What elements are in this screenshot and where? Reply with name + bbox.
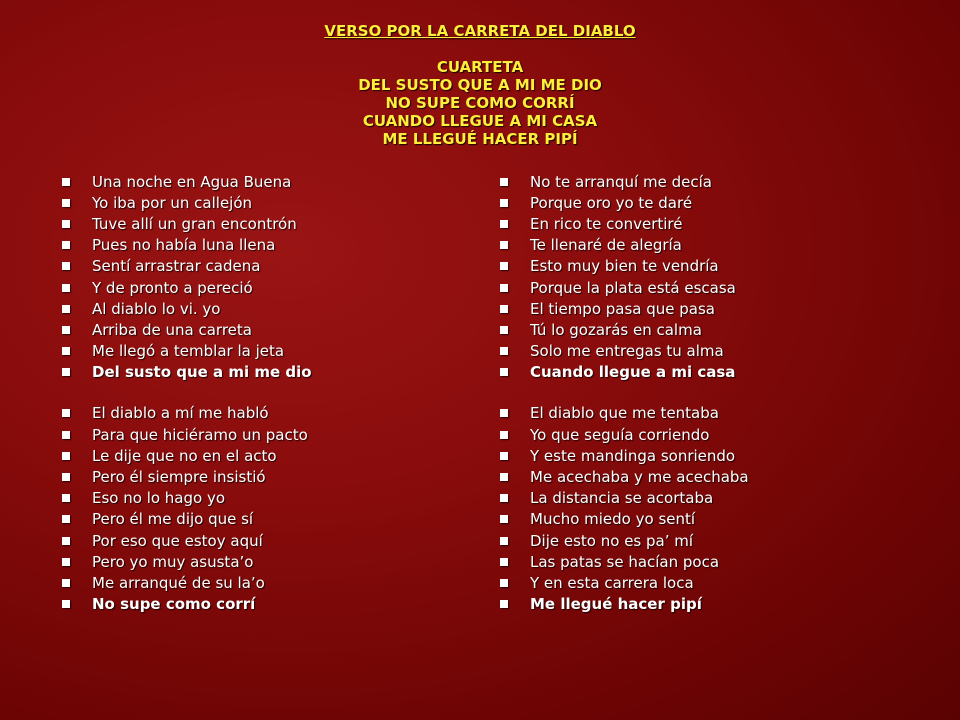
verse-line-text: Para que hiciéramo un pacto: [92, 425, 308, 444]
square-bullet-icon: [62, 178, 70, 186]
verse-line: [62, 341, 482, 362]
verse-line-text: Mucho miedo yo sentí: [530, 510, 696, 529]
verse-line: [500, 488, 920, 509]
verse-line: [62, 403, 482, 424]
verse-line: [62, 594, 482, 615]
verse-line: [62, 466, 482, 487]
verse-line-text: Me llegó a temblar la jeta: [92, 342, 285, 361]
verse-line-text: Eso no lo hago yo: [92, 489, 226, 508]
verse-line: [500, 256, 920, 277]
square-bullet-icon: [62, 199, 70, 207]
verse-line: [500, 213, 920, 234]
verse-line-text: Solo me entregas tu alma: [530, 342, 724, 361]
verse-line-text: El tiempo pasa que pasa: [530, 299, 716, 318]
verse-line: [62, 256, 482, 277]
heading-line: NO SUPE COMO CORRÍ: [385, 94, 575, 112]
verse-line-text: Del susto que a mi me dio: [92, 363, 312, 382]
verse-line-text: La distancia se acortaba: [530, 489, 714, 508]
square-bullet-icon: [500, 558, 508, 566]
verse-line: [500, 298, 920, 319]
square-bullet-icon: [500, 305, 508, 313]
verse-line-text: El diablo que me tentaba: [530, 404, 719, 423]
square-bullet-icon: [500, 494, 508, 502]
verse-line: [500, 362, 920, 383]
square-bullet-icon: [500, 326, 508, 334]
verse-line: [500, 192, 920, 213]
square-bullet-icon: [62, 537, 70, 545]
square-bullet-icon: [62, 326, 70, 334]
square-bullet-icon: [62, 494, 70, 502]
verse-line: [62, 298, 482, 319]
verse-line-text: Le dije que no en el acto: [92, 446, 277, 465]
verse-line: [500, 445, 920, 466]
verse-line-text: Una noche en Agua Buena: [92, 172, 292, 191]
verse-line-text: Pero él me dijo que sí: [92, 510, 254, 529]
verse-line: [500, 594, 920, 615]
square-bullet-icon: [500, 178, 508, 186]
verse-line: [62, 362, 482, 383]
verse-line: [500, 509, 920, 530]
square-bullet-icon: [62, 473, 70, 481]
square-bullet-icon: [500, 284, 508, 292]
square-bullet-icon: [500, 347, 508, 355]
verse-line: [62, 509, 482, 530]
square-bullet-icon: [62, 579, 70, 587]
verse-line-text: Yo iba por un callejón: [92, 193, 253, 212]
verse-line-text: Porque la plata está escasa: [530, 278, 736, 297]
verse-line-text: No te arranquí me decía: [530, 172, 712, 191]
square-bullet-icon: [62, 241, 70, 249]
verse-line-text: Tú lo gozarás en calma: [530, 320, 702, 339]
square-bullet-icon: [62, 452, 70, 460]
heading: [0, 22, 960, 148]
verse-line: [62, 445, 482, 466]
heading-line: DEL SUSTO QUE A MI ME DIO: [358, 76, 602, 94]
square-bullet-icon: [62, 409, 70, 417]
verse-line-text: Por eso que estoy aquí: [92, 531, 263, 550]
verse-line: [500, 171, 920, 192]
square-bullet-icon: [500, 600, 508, 608]
square-bullet-icon: [500, 473, 508, 481]
square-bullet-icon: [500, 241, 508, 249]
verse-line-text: Las patas se hacían poca: [530, 552, 720, 571]
square-bullet-icon: [500, 515, 508, 523]
square-bullet-icon: [500, 579, 508, 587]
verse-line-text: Pero yo muy asusta’o: [92, 552, 254, 571]
verse-line: [500, 551, 920, 572]
square-bullet-icon: [62, 368, 70, 376]
verse-line-text: Me llegué hacer pipí: [530, 595, 702, 614]
square-bullet-icon: [62, 600, 70, 608]
page-title: VERSO POR LA CARRETA DEL DIABLO: [324, 22, 636, 40]
verse-line-text: Yo que seguía corriendo: [530, 425, 710, 444]
verse-line: [500, 572, 920, 593]
verse-line: [500, 341, 920, 362]
verse-line: [500, 319, 920, 340]
verse-line-text: Me arranqué de su la’o: [92, 573, 265, 592]
verse-line-text: Arriba de una carreta: [92, 320, 252, 339]
square-bullet-icon: [500, 368, 508, 376]
verse-line-text: Y este mandinga sonriendo: [530, 446, 736, 465]
left-column: [62, 171, 482, 615]
square-bullet-icon: [500, 409, 508, 417]
square-bullet-icon: [62, 431, 70, 439]
verse-line: [500, 235, 920, 256]
square-bullet-icon: [500, 199, 508, 207]
verse-line: [62, 171, 482, 192]
verse-line-text: Y en esta carrera loca: [530, 573, 694, 592]
verse-line-text: Y de pronto a pereció: [92, 278, 253, 297]
square-bullet-icon: [500, 262, 508, 270]
square-bullet-icon: [62, 305, 70, 313]
verse-line-text: Te llenaré de alegría: [530, 236, 682, 255]
stanza-gap: [500, 383, 920, 403]
verse-line: [62, 530, 482, 551]
verse-line-text: Esto muy bien te vendría: [530, 257, 719, 276]
verse-line-text: No supe como corrí: [92, 595, 256, 614]
heading-line: CUANDO LLEGUE A MI CASA: [362, 112, 598, 130]
verse-line-text: Sentí arrastrar cadena: [92, 257, 261, 276]
heading-line: ME LLEGUÉ HACER PIPÍ: [382, 130, 578, 148]
verse-line-text: Pues no había luna llena: [92, 236, 276, 255]
verse-line-text: Tuve allí un gran encontrón: [92, 214, 297, 233]
verse-line: [500, 403, 920, 424]
right-column: [500, 171, 920, 615]
verse-line: [62, 213, 482, 234]
verse-line: [62, 424, 482, 445]
square-bullet-icon: [500, 431, 508, 439]
square-bullet-icon: [500, 220, 508, 228]
square-bullet-icon: [500, 537, 508, 545]
verse-line: [62, 235, 482, 256]
verse-line-text: Cuando llegue a mi casa: [530, 363, 736, 382]
verse-line: [62, 192, 482, 213]
square-bullet-icon: [62, 284, 70, 292]
square-bullet-icon: [500, 452, 508, 460]
verse-line: [500, 530, 920, 551]
verse-line-text: En rico te convertiré: [530, 214, 683, 233]
stanza-gap: [62, 383, 482, 403]
verse-line: [500, 466, 920, 487]
square-bullet-icon: [62, 262, 70, 270]
verse-line-text: Dije esto no es pa’ mí: [530, 531, 694, 550]
verse-line-text: Pero él siempre insistió: [92, 468, 266, 487]
verse-line-text: El diablo a mí me habló: [92, 404, 269, 423]
verse-line-text: Me acechaba y me acechaba: [530, 468, 749, 487]
verse-line: [500, 424, 920, 445]
heading-subtitle: CUARTETA: [436, 58, 524, 76]
square-bullet-icon: [62, 347, 70, 355]
verse-line: [62, 319, 482, 340]
verse-line-text: Al diablo lo vi. yo: [92, 299, 221, 318]
verse-line: [62, 277, 482, 298]
verse-line: [62, 551, 482, 572]
verse-line: [62, 572, 482, 593]
square-bullet-icon: [62, 558, 70, 566]
verse-line-text: Porque oro yo te daré: [530, 193, 693, 212]
verse-line: [62, 488, 482, 509]
square-bullet-icon: [62, 220, 70, 228]
verse-line: [500, 277, 920, 298]
square-bullet-icon: [62, 515, 70, 523]
